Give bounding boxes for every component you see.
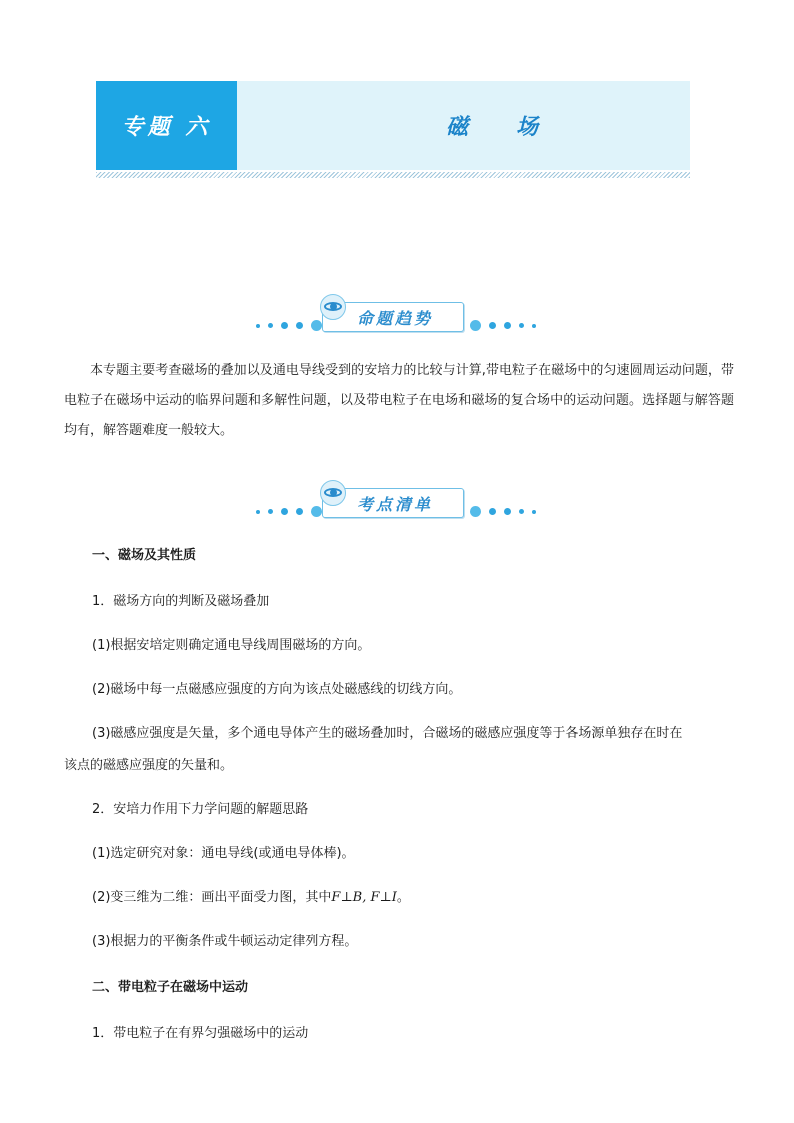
section-tag-checklist [256,482,536,522]
topic-title: 磁场 [446,114,587,140]
decor-dots-left [256,320,322,331]
title-banner [96,81,690,170]
section-tag-trend [256,296,536,336]
subheading-2: 2．安培力作用下力学问题的解题思路 [92,802,309,817]
subheading-3: 1．带电粒子在有界匀强磁场中的运动 [92,1026,309,1041]
banner-divider [96,172,690,178]
item-1-1: (1)根据安培定则确定通电导线周围磁场的方向。 [92,638,371,653]
item-2-3: (3)根据力的平衡条件或牛顿运动定律列方程。 [92,934,358,949]
item-2-2-text: (2)变三维为二维：画出平面受力图，其中 [92,890,332,905]
heading-magnetic-field: 一、磁场及其性质 [92,548,197,563]
decor-dots-left [256,506,322,517]
item-2-1: (1)选定研究对象：通电导线(或通电导体棒)。 [92,846,355,861]
eye-icon [320,294,346,320]
section-label: 考点清单 [357,495,434,514]
decor-dots-right [470,506,536,517]
item-2-2-end: 。 [396,890,410,905]
item-1-2: (2)磁场中每一点磁感应强度的方向为该点处磁感线的切线方向。 [92,682,462,697]
subheading-1: 1．磁场方向的判断及磁场叠加 [92,594,270,609]
intro-paragraph: 本专题主要考查磁场的叠加以及通电导线受到的安培力的比较与计算,带电粒子在磁场中的匀速圆周运动问题，带电粒子在磁场中运动的临界问题和多解性问题，以及带电粒子在电场和磁场的复合场中的运动问题。选择题与解答题均有，解答题难度一般较大。 [64,363,734,438]
item-1-3-line2: 该点的磁感应强度的矢量和。 [64,758,234,773]
decor-dots-right [470,320,536,331]
topic-number: 专题 六 [96,81,237,170]
eye-icon [320,480,346,506]
item-1-3-line1: (3)磁感应强度是矢量，多个通电导体产生的磁场叠加时，合磁场的磁感应强度等于各场源单独存在时在 [92,726,683,741]
formula: F⊥B, F⊥I [331,890,397,905]
heading-charged-particle: 二、带电粒子在磁场中运动 [92,980,249,995]
section-label: 命题趋势 [357,309,434,328]
item-2-2 [92,888,410,908]
